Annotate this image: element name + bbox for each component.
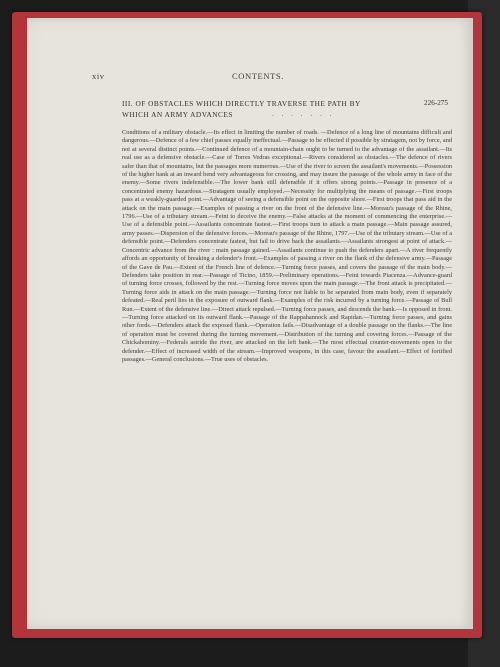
chapter-page-range: 226-275	[424, 99, 448, 107]
leader-dots: . . . . . . .	[272, 110, 335, 118]
chapter-entry	[122, 98, 452, 130]
summary-paragraph: Conditions of a military obstacle.—Its effect in limiting the number of roads. —Defence of a long line of mountains difficult and dangerous.—Defence of a few chief passes equally ineffectual.—Passage to be effected if possible by stratagem, not by force, and not at several distinct points.—Continued defence of a mountain-chain ought to be turned to the advantage of the assailant.—Its real use as a defensive obstacle.—Case of Torres Vedras exceptional.—Rivers considered as obstacles.—The defence of rivers safer than that of mountains, but the passages more numerous.—Use of the river to screen the assailant's movements.—Possession of the higher bank at an inward bend very advantageous for crossing, and may insure the passage of the whole army in face of the enemy.—Some rivers indefensible.—The lower bank still defensible if it offers strong points.—Passage in presence of a concentrated enemy hazardous.—Stratagem usually employed.—Necessity for multiplying the means of passage.—First troops pass at a weakly-guarded point.—Advantage of seeing a defensible point on the opposite shore.—First troops that pass aid in the attack on the main passage.—Examples of passing a river on the front of the defensive line.—Moreau's passage of the Rhine, 1796.—Use of a tributary stream.—Feint to deceive the enemy.—False attacks at the moment of commencing the enterprise.—Use of a defensible point.—Assailants concentrate fastest.—First troops turn to attack a main passage.—Main passage assured, army passes.—Dispersion of the defensive forces.—Moreau's passage of the Rhine, 1797.—Use of the tributary stream.—Use of a defensible point.—Defenders concentrate fastest, but fail to drive back the assailants.—Assailants strongest at point of attack.—Concentric advance from the river : main passage gained.—Assailants continue to push the defenders apart.—A river frequently affords an opportunity of breaking a defender's front.—Examples of passing a river on the flank of the defensive army.—Passage of the Gave de Pau.—Extent of the French line of defence.—Turning force passes, and covers the passage of the main body.—Defenders take position in rear.—Passage of Ticino, 1859.—Preliminary operations.—Feint towards Piacenza.—Advance-guard of turning force crosses, followed by the rest.—Turning force moves upon the main passage.—The front attack is precipitated.—Turning force aids in attack on the main passage.—Turning force not liable to be separated from main body, even if separately defeated.—Real peril lies in the exposure of outward flank.—Examples of the risk incurred by a turning force.—Passage of Bull Run.—Extent of the defensive line.—Direct attack repulsed.—Turning force passes, and descends the bank.—Is opposed in front.—Turning force attacked on its outward flank.—Passage of the Rappahannock and Rapidan.—Turning force passes, and gains other fords.—Defenders attack the exposed flank.—Operation fails.—Disadvantage of a double passage on the flanks.—The line of operation must be covered during the turning movement.—Distribution of the turning and covering forces.—Passage of the Chickahominy.—Federals astride the river, are attacked on the left bank.—The most effectual counter-movements open to the defender.—Effect of increased width of the stream.—Improved weapons, in this case, favour the assailant.—Effect of fortified passages.—General conclusions.—True uses of obstacles.	[122, 129, 452, 363]
chapter-title: III. OF OBSTACLES WHICH DIRECTLY TRAVERSE THE PATH BY WHICH AN ARMY ADVANCES	[122, 99, 361, 119]
running-head-title: CONTENTS.	[232, 71, 284, 81]
chapter-summary	[122, 129, 452, 529]
page-number: xiv	[92, 71, 105, 81]
running-head	[92, 71, 412, 85]
